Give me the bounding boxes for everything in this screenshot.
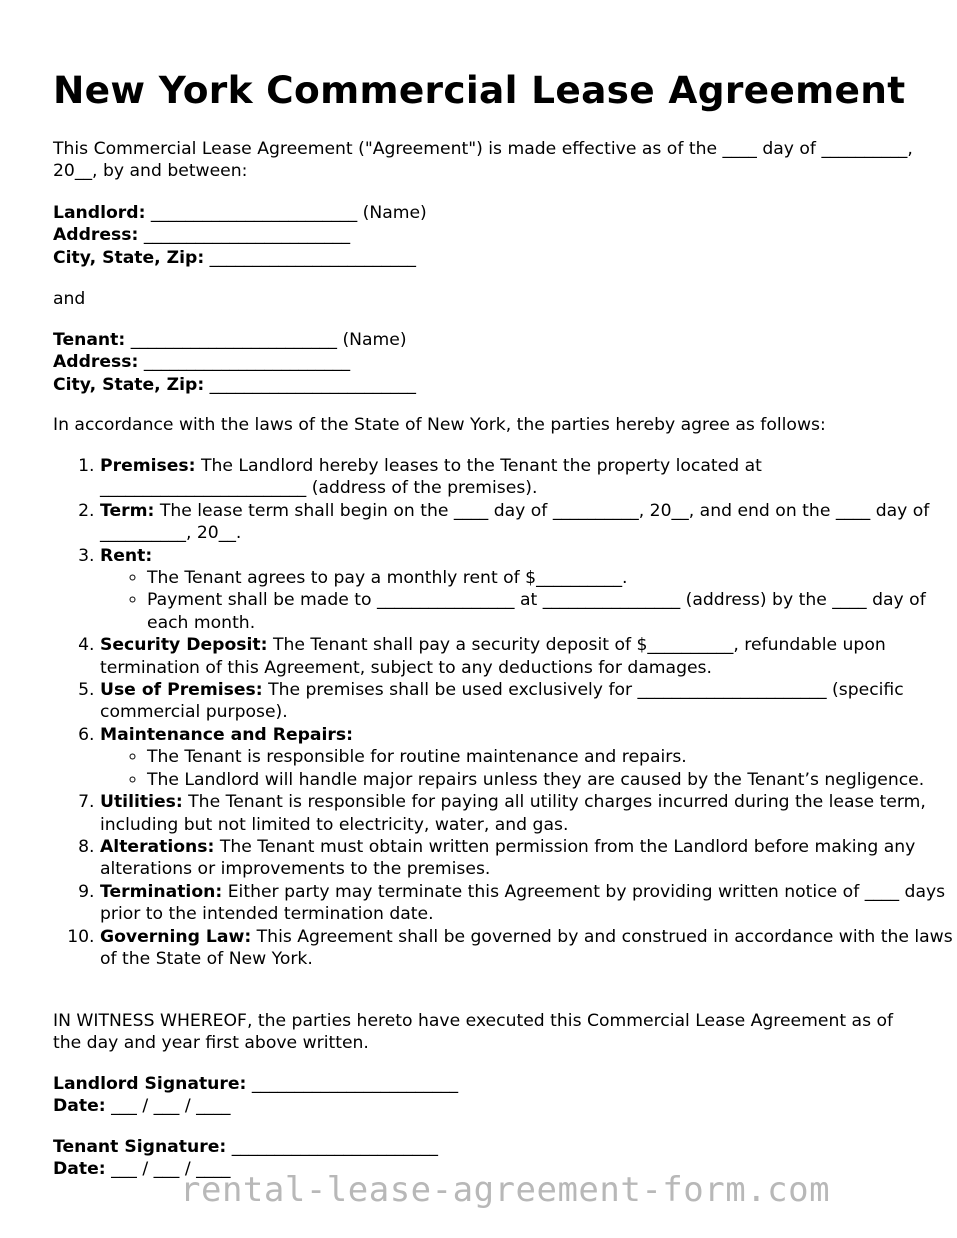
tenant-signature-line (53, 1136, 913, 1158)
term-text: The Tenant is responsible for paying all utility charges incurred during the lease term, including but not limited to electricity, water, and gas. (100, 792, 926, 835)
landlord-address-label: Address: (53, 225, 139, 246)
landlord-signature-line (53, 1073, 913, 1095)
landlord-block (53, 202, 913, 269)
tenant-date-label: Date: (53, 1159, 106, 1180)
landlord-city-label: City, State, Zip: (53, 247, 205, 268)
maintenance-sublist (100, 746, 957, 791)
maintenance-subitem: ◦ The Tenant is responsible for routine maintenance and repairs. (147, 746, 957, 768)
rent-subitem: ◦ The Tenant agrees to pay a monthly rent of $__________. (147, 567, 957, 589)
landlord-signature-label: Landlord Signature: (53, 1074, 247, 1094)
tenant-city-line (53, 374, 913, 396)
term-premises (100, 455, 957, 500)
tenant-address-line (53, 351, 913, 373)
term-label: Alterations: (100, 836, 215, 857)
tenant-block (53, 329, 913, 396)
rent-sublist (100, 567, 957, 634)
and-text: and (53, 289, 86, 309)
term-alterations (100, 836, 957, 881)
landlord-city-blank: ________________________ (204, 247, 416, 268)
tenant-address-label: Address: (53, 352, 139, 373)
tenant-signature-label: Tenant Signature: (53, 1137, 227, 1157)
landlord-city-line (53, 247, 913, 269)
term-use-of-premises (100, 679, 957, 724)
rent-subitem: ◦ Payment shall be made to ________________ at ________________ (address) by the ____ day of each month. (147, 589, 957, 634)
term-utilities (100, 791, 957, 836)
tenant-signature-blank: ________________________ (226, 1137, 438, 1157)
document-title: New York Commercial Lease Agreement (53, 68, 906, 112)
landlord-name-label: Landlord: (53, 203, 146, 223)
term-label: Termination: (100, 881, 223, 902)
landlord-signature-block (53, 1073, 913, 1118)
term-text: The lease term shall begin on the ____ day of __________, 20__, and end on the ____ day of __________, 20__. (100, 500, 930, 544)
term-label: Term: (100, 500, 155, 521)
term-text: This Agreement shall be governed by and construed in accordance with the laws of the State of New York. (100, 926, 953, 969)
landlord-name-line (53, 202, 913, 224)
term-text: The Landlord hereby leases to the Tenant the property located at ________________________ (address of the premises). (100, 456, 762, 499)
term-lease-term (100, 500, 957, 545)
term-label: Use of Premises: (100, 680, 263, 701)
watermark-text: rental-lease-agreement-form.com (180, 1170, 831, 1210)
term-label: Premises: (100, 456, 196, 476)
tenant-name-label: Tenant: (53, 330, 126, 350)
tenant-city-blank: ________________________ (204, 374, 416, 395)
witness-paragraph: IN WITNESS WHEREOF, the parties hereto have executed this Commercial Lease Agreement as of the day and year first above written. (53, 1011, 894, 1054)
term-label: Utilities: (100, 792, 183, 813)
tenant-city-label: City, State, Zip: (53, 374, 205, 395)
tenant-address-blank: ________________________ (138, 352, 351, 373)
term-maintenance (100, 724, 957, 791)
accordance-paragraph: In accordance with the laws of the State of New York, the parties hereby agree as follows: (53, 415, 826, 435)
term-label: Security Deposit: (100, 635, 268, 656)
term-label: Rent: (100, 545, 153, 566)
landlord-name-blank: ________________________ (Name) (145, 203, 427, 223)
term-label: Governing Law: (100, 926, 252, 947)
tenant-date-blank: ___ / ___ / ____ (105, 1159, 231, 1180)
landlord-signature-blank: ________________________ (246, 1074, 459, 1094)
tenant-name-line (53, 329, 913, 351)
landlord-address-line (53, 224, 913, 246)
term-label: Maintenance and Repairs: (100, 724, 353, 745)
terms-list (53, 455, 957, 970)
intro-paragraph: This Commercial Lease Agreement ("Agreement") is made effective as of the ____ day of __________, 20__, by and between: (53, 139, 913, 182)
term-rent (100, 545, 957, 635)
term-text: The premises shall be used exclusively for ______________________ (specific commercial purpose). (100, 680, 904, 723)
term-text: Either party may terminate this Agreement by providing written notice of ____ days prior to the intended termination date. (100, 881, 946, 925)
term-termination (100, 881, 957, 926)
landlord-address-blank: ________________________ (138, 225, 351, 246)
landlord-date-label: Date: (53, 1096, 106, 1117)
term-governing-law (100, 926, 957, 971)
landlord-date-blank: ___ / ___ / ____ (105, 1096, 231, 1117)
term-text: The Tenant shall pay a security deposit of $__________, refundable upon termination of this Agreement, subject to any deductions for damages. (100, 635, 886, 678)
maintenance-subitem: ◦ The Landlord will handle major repairs unless they are caused by the Tenant’s negligence. (147, 769, 957, 791)
term-security-deposit (100, 634, 957, 679)
tenant-name-blank: ________________________ (Name) (125, 330, 407, 350)
term-text: The Tenant must obtain written permission from the Landlord before making any alterations or improvements to the premises. (100, 836, 916, 880)
landlord-date-line (53, 1095, 913, 1117)
